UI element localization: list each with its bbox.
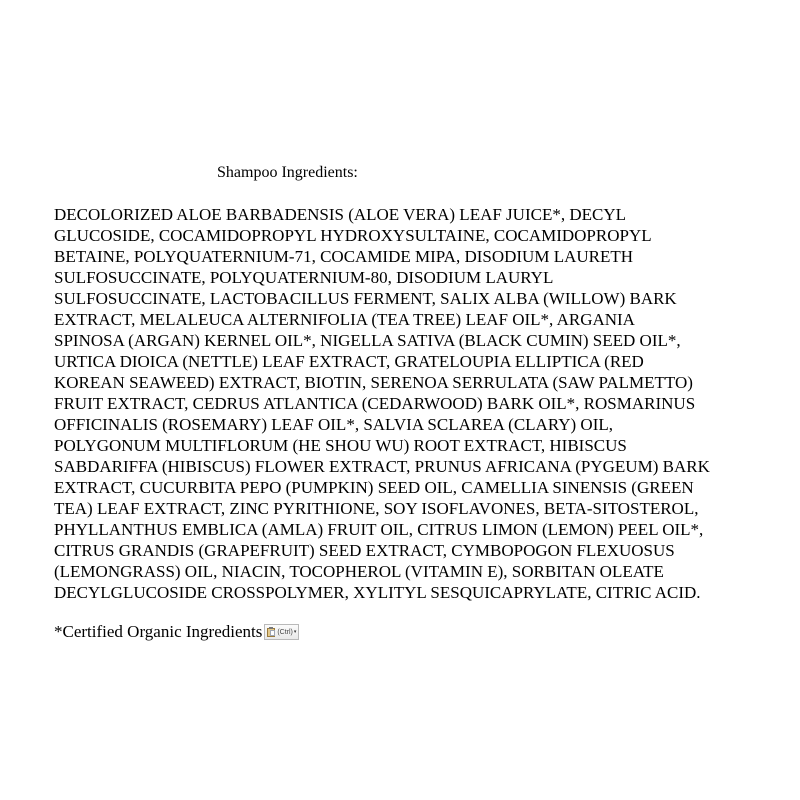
ingredients-paragraph	[54, 204, 774, 603]
footnote-row	[54, 620, 299, 642]
ingredients-line: BETAINE, POLYQUATERNIUM-71, COCAMIDE MIPA, DISODIUM LAURETH	[54, 247, 634, 266]
ingredients-line: SABDARIFFA (HIBISCUS) FLOWER EXTRACT, PRUNUS AFRICANA (PYGEUM) BARK	[54, 457, 710, 476]
chevron-down-icon: ▾	[293, 629, 297, 635]
paste-options-button[interactable]	[264, 624, 299, 640]
ingredients-line: DECYLGLUCOSIDE CROSSPOLYMER, XYLITYL SESQUICAPRYLATE, CITRIC ACID.	[54, 583, 701, 602]
ingredients-line: FRUIT EXTRACT, CEDRUS ATLANTICA (CEDARWOOD) BARK OIL*, ROSMARINUS	[54, 394, 696, 413]
ingredients-line: (LEMONGRASS) OIL, NIACIN, TOCOPHEROL (VITAMIN E), SORBITAN OLEATE	[54, 562, 664, 581]
ingredients-line: SULFOSUCCINATE, LACTOBACILLUS FERMENT, SALIX ALBA (WILLOW) BARK	[54, 289, 677, 308]
ingredients-line: EXTRACT, CUCURBITA PEPO (PUMPKIN) SEED OIL, CAMELLIA SINENSIS (GREEN	[54, 478, 694, 497]
clipboard-icon	[267, 627, 276, 637]
ingredients-line: KOREAN SEAWEED) EXTRACT, BIOTIN, SERENOA SERRULATA (SAW PALMETTO)	[54, 373, 693, 392]
ingredients-line: POLYGONUM MULTIFLORUM (HE SHOU WU) ROOT EXTRACT, HIBISCUS	[54, 436, 627, 455]
ingredients-line: CITRUS GRANDIS (GRAPEFRUIT) SEED EXTRACT, CYMBOPOGON FLEXUOSUS	[54, 541, 675, 560]
ingredients-line: PHYLLANTHUS EMBLICA (AMLA) FRUIT OIL, CITRUS LIMON (LEMON) PEEL OIL*,	[54, 520, 704, 539]
ingredients-line: DECOLORIZED ALOE BARBADENSIS (ALOE VERA) LEAF JUICE*, DECYL	[54, 205, 626, 224]
paste-options-label: (Ctrl)	[277, 628, 293, 636]
ingredients-line: SPINOSA (ARGAN) KERNEL OIL*, NIGELLA SATIVA (BLACK CUMIN) SEED OIL*,	[54, 331, 681, 350]
page-heading: Shampoo Ingredients:	[217, 164, 358, 181]
ingredients-line: SULFOSUCCINATE, POLYQUATERNIUM-80, DISODIUM LAURYL	[54, 268, 554, 287]
footnote-text: *Certified Organic Ingredients	[54, 621, 263, 641]
ingredients-line: EXTRACT, MELALEUCA ALTERNIFOLIA (TEA TREE) LEAF OIL*, ARGANIA	[54, 310, 635, 329]
ingredients-line: GLUCOSIDE, COCAMIDOPROPYL HYDROXYSULTAINE, COCAMIDOPROPYL	[54, 226, 652, 245]
ingredients-line: TEA) LEAF EXTRACT, ZINC PYRITHIONE, SOY ISOFLAVONES, BETA-SITOSTEROL,	[54, 499, 699, 518]
ingredients-line: OFFICINALIS (ROSEMARY) LEAF OIL*, SALVIA SCLAREA (CLARY) OIL,	[54, 415, 613, 434]
ingredients-line: URTICA DIOICA (NETTLE) LEAF EXTRACT, GRATELOUPIA ELLIPTICA (RED	[54, 352, 644, 371]
